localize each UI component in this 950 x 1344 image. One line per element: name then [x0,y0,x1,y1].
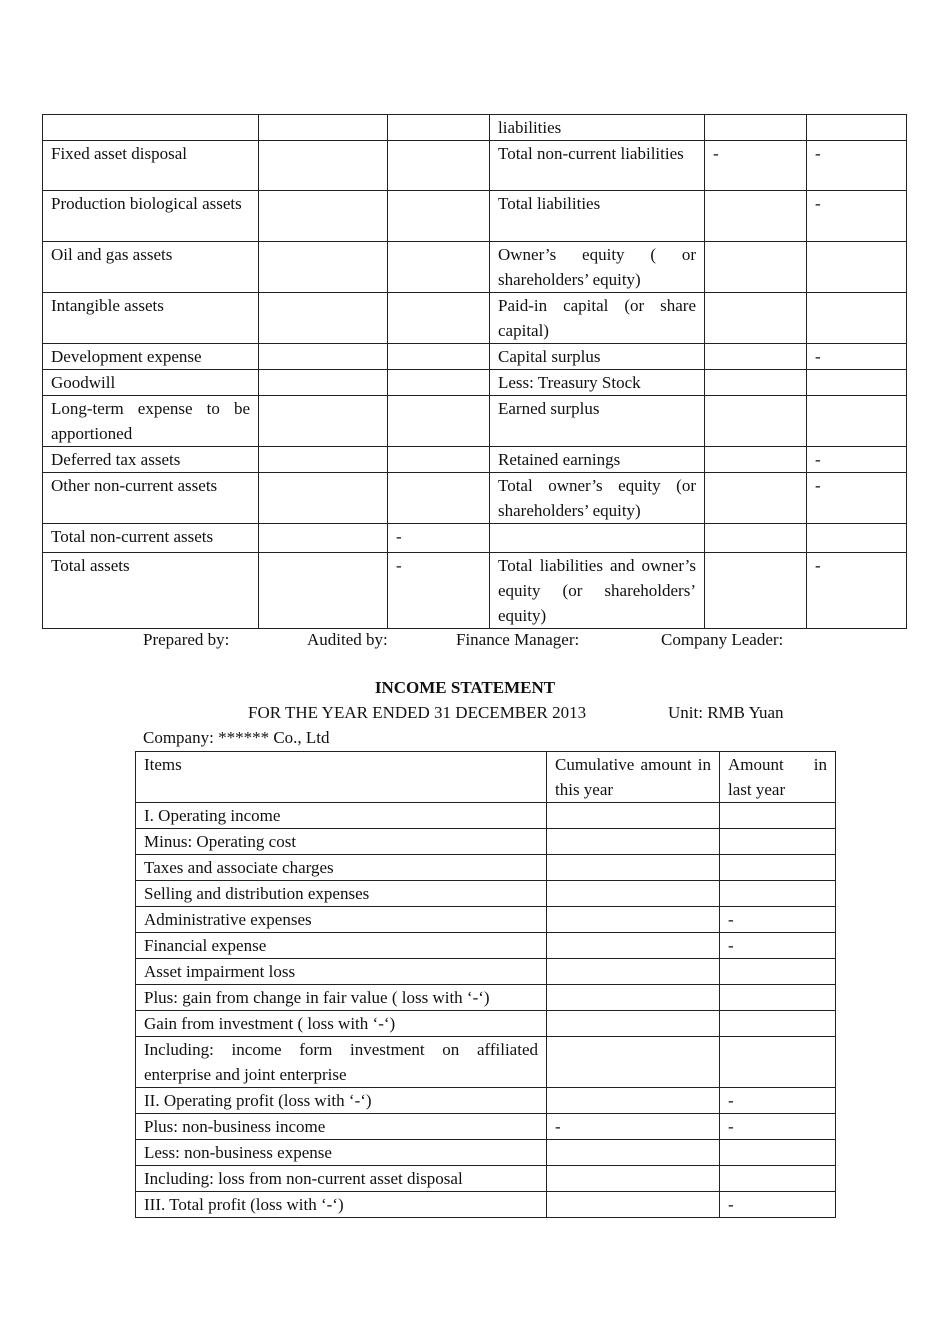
income-statement-title: INCOME STATEMENT [374,678,556,697]
balance-sheet-table [42,114,907,629]
finance-manager-label: Finance Manager: [456,630,580,649]
income-row [136,1088,836,1114]
balance-cell-c5 [705,293,807,344]
company-name: Company: ****** Co., Ltd [143,728,330,747]
income-row [136,1166,836,1192]
signature-line [0,627,950,652]
balance-cell-c6 [807,396,907,447]
income-cell-last [720,1037,836,1088]
balance-cell-c2 [259,396,388,447]
income-row [136,985,836,1011]
balance-cell-asset: Deferred tax assets [43,447,259,473]
income-cell-cum [547,829,720,855]
income-row [136,881,836,907]
balance-cell-c6 [807,115,907,141]
balance-cell-c3 [388,293,490,344]
balance-cell-c5 [705,370,807,396]
balance-row [43,447,907,473]
income-cell-cum [547,1011,720,1037]
income-row [136,959,836,985]
income-row [136,1037,836,1088]
balance-cell-c6 [807,370,907,396]
income-cell-cum [547,1140,720,1166]
income-row [136,1140,836,1166]
income-cell-cum [547,1192,720,1218]
balance-cell-c6: - [807,344,907,370]
income-cell-item: Plus: gain from change in fair value ( loss with ‘-‘) [136,985,547,1011]
balance-cell-c6 [807,242,907,293]
balance-cell-c2 [259,370,388,396]
income-cell-item: Including: loss from non-current asset disposal [136,1166,547,1192]
income-cell-item: II. Operating profit (loss with ‘-‘) [136,1088,547,1114]
balance-row [43,370,907,396]
balance-cell-asset: Goodwill [43,370,259,396]
income-cell-cum [547,1166,720,1192]
income-cell-item: Minus: Operating cost [136,829,547,855]
balance-cell-liab: liabilities [490,115,705,141]
balance-cell-liab: Paid-in capital (or share capital) [490,293,705,344]
balance-cell-c3 [388,344,490,370]
balance-cell-liab: Total liabilities [490,191,705,242]
income-cell-item: Administrative expenses [136,907,547,933]
income-cell-last [720,803,836,829]
balance-cell-c3 [388,115,490,141]
income-cell-cum [547,855,720,881]
income-cell-last [720,855,836,881]
balance-cell-asset: Production biological assets [43,191,259,242]
balance-cell-c5 [705,396,807,447]
balance-row [43,191,907,242]
balance-cell-asset: Oil and gas assets [43,242,259,293]
income-cell-last: - [720,933,836,959]
income-cell-item: Selling and distribution expenses [136,881,547,907]
income-cell-last: - [720,1088,836,1114]
income-cell-last [720,985,836,1011]
balance-cell-liab: Owner’s equity ( or shareholders’ equity) [490,242,705,293]
income-cell-last [720,1166,836,1192]
header-items: Items [136,752,547,803]
income-cell-cum [547,985,720,1011]
balance-row [43,141,907,191]
income-cell-cum [547,1088,720,1114]
balance-cell-liab: Total liabilities and owner’s equity (or shareholders’ equity) [490,553,705,629]
balance-cell-c3 [388,447,490,473]
balance-cell-c5 [705,447,807,473]
income-row [136,855,836,881]
balance-cell-c3 [388,242,490,293]
balance-cell-c6 [807,293,907,344]
balance-cell-c3 [388,396,490,447]
header-last-year: Amount in last year [720,752,836,803]
income-row [136,1114,836,1140]
income-cell-cum [547,933,720,959]
income-header-row [136,752,836,803]
audited-by-label: Audited by: [307,630,388,649]
income-cell-item: Less: non-business expense [136,1140,547,1166]
balance-cell-c3: - [388,524,490,553]
income-cell-last [720,881,836,907]
balance-cell-asset: Total assets [43,553,259,629]
balance-cell-c3 [388,191,490,242]
balance-cell-liab [490,524,705,553]
income-statement-table [135,751,836,1218]
balance-cell-liab: Capital surplus [490,344,705,370]
income-cell-item: III. Total profit (loss with ‘-‘) [136,1192,547,1218]
balance-row [43,524,907,553]
income-statement-period: FOR THE YEAR ENDED 31 DECEMBER 2013 [248,703,587,722]
balance-cell-c6 [807,524,907,553]
balance-row [43,396,907,447]
income-cell-last [720,1140,836,1166]
income-cell-item: Financial expense [136,933,547,959]
income-cell-item: Plus: non-business income [136,1114,547,1140]
balance-cell-c2 [259,447,388,473]
income-cell-last [720,959,836,985]
balance-cell-c5 [705,344,807,370]
balance-cell-c6: - [807,473,907,524]
income-cell-item: Including: income form investment on affiliated enterprise and joint enterprise [136,1037,547,1088]
balance-row [43,553,907,629]
balance-row [43,344,907,370]
balance-cell-c3: - [388,553,490,629]
income-row [136,803,836,829]
balance-cell-asset: Other non-current assets [43,473,259,524]
income-row [136,933,836,959]
balance-cell-c2 [259,293,388,344]
balance-cell-c2 [259,242,388,293]
income-row [136,1011,836,1037]
income-cell-last: - [720,1114,836,1140]
balance-cell-c2 [259,115,388,141]
balance-cell-c5 [705,242,807,293]
balance-cell-c3 [388,141,490,191]
balance-cell-c5 [705,115,807,141]
balance-cell-c2 [259,344,388,370]
balance-cell-c6: - [807,191,907,242]
header-cumulative: Cumulative amount in this year [547,752,720,803]
balance-cell-asset: Development expense [43,344,259,370]
balance-row [43,473,907,524]
balance-row [43,115,907,141]
balance-cell-c5 [705,473,807,524]
income-cell-last: - [720,1192,836,1218]
income-cell-last: - [720,907,836,933]
balance-cell-c2 [259,524,388,553]
income-cell-cum [547,907,720,933]
balance-cell-c5 [705,524,807,553]
balance-cell-asset [43,115,259,141]
prepared-by-label: Prepared by: [143,630,230,649]
balance-row [43,293,907,344]
balance-row [43,242,907,293]
balance-cell-c6: - [807,141,907,191]
income-cell-cum [547,881,720,907]
balance-cell-liab: Retained earnings [490,447,705,473]
balance-cell-c5 [705,553,807,629]
balance-cell-liab: Less: Treasury Stock [490,370,705,396]
income-cell-item: Taxes and associate charges [136,855,547,881]
income-cell-item: I. Operating income [136,803,547,829]
balance-cell-asset: Fixed asset disposal [43,141,259,191]
balance-cell-c3 [388,370,490,396]
balance-cell-c2 [259,191,388,242]
balance-cell-c5: - [705,141,807,191]
balance-cell-asset: Intangible assets [43,293,259,344]
balance-cell-c2 [259,553,388,629]
balance-cell-asset: Total non-current assets [43,524,259,553]
company-leader-label: Company Leader: [661,630,784,649]
income-row [136,1192,836,1218]
balance-cell-c6: - [807,553,907,629]
income-cell-cum [547,803,720,829]
balance-cell-c6: - [807,447,907,473]
income-cell-item: Gain from investment ( loss with ‘-‘) [136,1011,547,1037]
balance-cell-c3 [388,473,490,524]
balance-cell-liab: Total owner’s equity (or shareholders’ equity) [490,473,705,524]
income-cell-item: Asset impairment loss [136,959,547,985]
income-cell-last [720,829,836,855]
income-statement-unit: Unit: RMB Yuan [668,703,784,722]
balance-cell-asset: Long-term expense to be apportioned [43,396,259,447]
income-cell-cum [547,1037,720,1088]
balance-cell-liab: Earned surplus [490,396,705,447]
income-cell-cum [547,959,720,985]
balance-cell-c2 [259,473,388,524]
income-row [136,829,836,855]
income-row [136,907,836,933]
income-cell-last [720,1011,836,1037]
balance-cell-liab: Total non-current liabilities [490,141,705,191]
balance-cell-c2 [259,141,388,191]
balance-cell-c5 [705,191,807,242]
income-cell-cum: - [547,1114,720,1140]
